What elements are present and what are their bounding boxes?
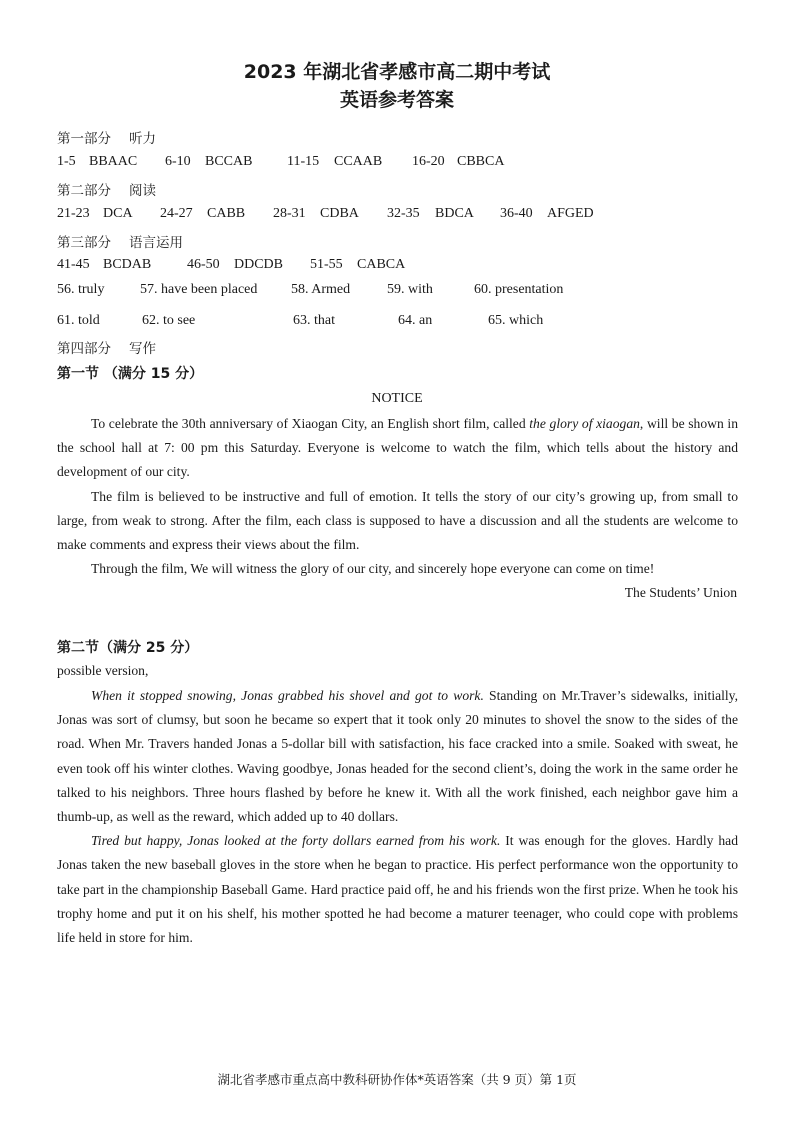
fill-answer: 57. have been placed (140, 282, 258, 297)
story-paragraph-2: Tired but happy, Jonas looked at the forty dollars earned from his work. It was enough for the gloves. Hardly had Jonas taken the new baseball gloves in the store when he began to practice. His perfect performance won the opportunity to take part in the championship Baseball Game. Hard practice paid off, he and his friends won the first prize. When he took his trophy home and put it on his shelf, his mother spotted he had become a maturer teenager, who could cope with problems life held in store for him. (57, 833, 738, 946)
answer-letters: CDBA (320, 206, 359, 221)
answer-letters: BDCA (435, 206, 474, 221)
answer-range: 6-10 (165, 154, 191, 169)
notice-paragraph-3: Through the film, We will witness the glory of our city, and sincerely hope everyone can come on time! (91, 561, 655, 577)
notice-title: NOTICE (371, 391, 423, 406)
part3-name: 语言运用 (129, 235, 183, 251)
part4-heading (57, 337, 156, 357)
answer-letters: AFGED (547, 206, 594, 221)
fill-answer: 56. truly (57, 282, 105, 297)
answer-range: 46-50 (187, 257, 220, 272)
fill-answer: 63. that (293, 313, 335, 328)
page-subtitle: 英语参考答案 (339, 89, 454, 111)
part4-label: 第四部分 (57, 341, 111, 357)
answer-letters: BCCAB (205, 154, 253, 169)
answer-range: 51-55 (310, 257, 343, 272)
part4-name: 写作 (129, 341, 156, 357)
part3-label: 第三部分 (57, 235, 111, 251)
notice-body (57, 412, 738, 581)
answer-range: 28-31 (273, 206, 306, 221)
answer-range: 16-20 (412, 154, 445, 169)
fill-answer: 58. Armed (291, 282, 351, 297)
story-body (57, 684, 738, 950)
answer-letters: BBAAC (89, 154, 138, 169)
section1-heading: 第一节 （满分 15 分） (57, 366, 204, 382)
answer-letters: DDCDB (234, 257, 284, 272)
notice-signature: The Students’ Union (624, 585, 737, 600)
answer-range: 24-27 (160, 206, 193, 221)
page-footer: 湖北省孝感市重点高中教科研协作体*英语答案（共 9 页）第 1页 (217, 1072, 577, 1087)
answer-range: 36-40 (500, 206, 533, 221)
answer-letters: DCA (103, 206, 133, 221)
answer-range: 1-5 (57, 154, 76, 169)
notice-paragraph-1: To celebrate the 30th anniversary of Xiaogan City, an English short film, called the glory of xiaogan, will be shown in the school hall at 7: 00 pm this Saturday. Everyone is welcome to watch the film, which tells about the history and development of our city. (57, 416, 738, 480)
notice-paragraph-2: The film is believed to be instructive and full of emotion. It tells the story of our city’s growing up, from small to large, from weak to strong. After the film, each class is supposed to have a discussion and all the students are welcome to make comments and express their views about the film. (57, 488, 738, 553)
fill-answer: 65. which (488, 313, 544, 328)
fill-answer: 62. to see (142, 313, 196, 328)
fill-answer: 59. with (387, 282, 433, 297)
fill-answer: 60. presentation (474, 282, 564, 297)
answer-range: 32-35 (387, 206, 420, 221)
answer-letters: BCDAB (103, 257, 152, 272)
story-lead-1: When it stopped snowing, Jonas grabbed his shovel and got to work. (91, 688, 484, 703)
answer-letters: CABCA (357, 257, 406, 272)
part1-heading (57, 127, 156, 147)
part2-label: 第二部分 (57, 183, 111, 199)
part2-heading (57, 179, 156, 199)
story-paragraph-1: When it stopped snowing, Jonas grabbed his shovel and got to work. Standing on Mr.Traver’s sidewalks, initially, Jonas was sort of clumsy, but soon he became so expert that it took only 20 minutes to shovel the snow to the sides of the road. When Mr. Travers handed Jonas a 5-dollar bill with satisfaction, his face cracked into a smile. Soaked with sweat, he even took off his winter clothes. Waving goodbye, Jonas headed for the second client’s, doing the work in the same order he talked to his neighbors. Three hours flashed by before he knew it. With all the work finished, each neighbor gave him a thumb-up, as well as the reward, which added up to 40 dollars. (57, 688, 738, 825)
answer-range: 41-45 (57, 257, 90, 272)
film-title: the glory of xiaogan (529, 416, 640, 431)
fill-answer: 64. an (398, 313, 433, 328)
answer-letters: CBBCA (457, 154, 505, 169)
part1-name: 听力 (129, 131, 156, 147)
possible-version-label: possible version, (57, 663, 149, 678)
answer-range: 11-15 (287, 154, 320, 169)
section2-heading: 第二节（满分 25 分） (57, 640, 199, 656)
part2-name: 阅读 (129, 183, 156, 199)
part1-label: 第一部分 (57, 131, 111, 147)
story-lead-2: Tired but happy, Jonas looked at the forty dollars earned from his work. (91, 833, 501, 849)
answer-range: 21-23 (57, 206, 90, 221)
page-title: 2023 年湖北省孝感市高二期中考试 (243, 61, 551, 83)
part3-heading (57, 231, 183, 251)
answer-letters: CABB (207, 206, 246, 221)
fill-answer: 61. told (57, 313, 100, 328)
answer-letters: CCAAB (334, 154, 383, 169)
